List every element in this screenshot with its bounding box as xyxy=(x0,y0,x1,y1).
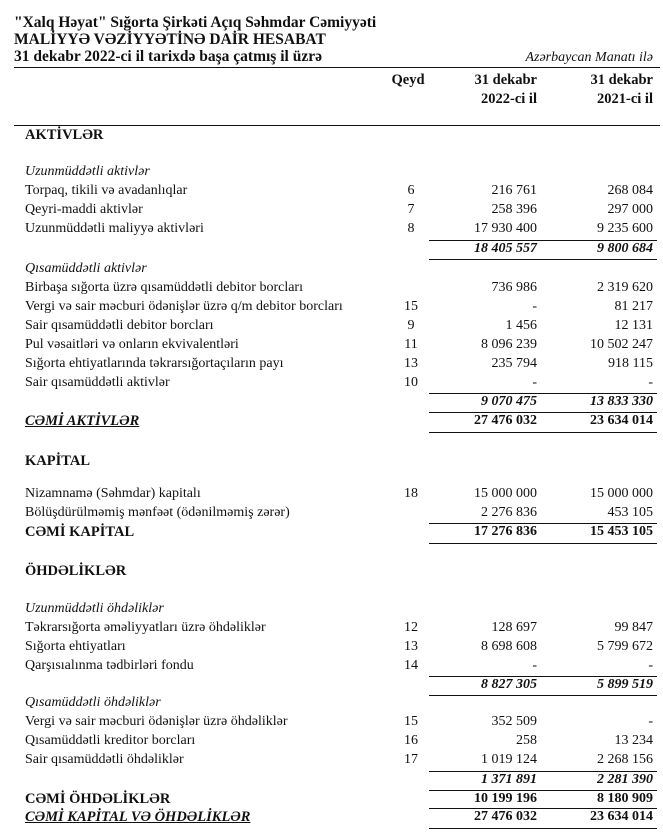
row-value-2022: 235 794 xyxy=(491,356,537,371)
row-label: Torpaq, tikili və avadanlıqlar xyxy=(25,183,188,198)
row-value-2022: 8 698 608 xyxy=(481,639,537,654)
row-note: 8 xyxy=(407,221,415,236)
row-value-2021: - xyxy=(648,375,653,390)
subtotal-rule xyxy=(429,695,657,696)
row-label: Vergi və sair məcburi ödənişlər üzrə q/m debitor borcları xyxy=(25,299,343,314)
row-value-2021: 453 105 xyxy=(607,505,653,520)
subsection-title-current-liabilities: Qısamüddətli öhdəliklər xyxy=(25,695,161,710)
total-assets-2022: 27 476 032 xyxy=(474,413,537,428)
total-liabilities-label: CƏMİ ÖHDƏLİKLƏR xyxy=(25,791,171,807)
row-value-2022: 216 761 xyxy=(491,183,537,198)
column-header-2022-line2: 2022-ci il xyxy=(481,91,537,107)
row-label: Nizamnamə (Səhmdar) kapitalı xyxy=(25,486,201,501)
total-equity-label: CƏMİ KAPİTAL xyxy=(25,524,135,540)
subsection-title-current-assets: Qısamüddətli aktivlər xyxy=(25,261,147,276)
subtotal-value-2021: 9 800 684 xyxy=(597,241,653,256)
column-header-note: Qeyd xyxy=(391,72,425,88)
row-value-2021: 5 799 672 xyxy=(597,639,653,654)
row-note: 12 xyxy=(404,620,418,635)
row-label: Təkrarsığorta əməliyyatları üzrə öhdəliklər xyxy=(25,620,266,635)
row-label: Sair qısamüddətli aktivlər xyxy=(25,375,170,390)
row-value-2021: 9 235 600 xyxy=(597,221,653,236)
company-name: "Xalq Həyat" Sığorta Şirkəti Açıq Səhmdar Cəmiyyəti xyxy=(14,14,377,31)
row-value-2021: 2 268 156 xyxy=(597,752,653,767)
row-value-2022: 1 456 xyxy=(505,318,537,333)
column-header-2022-line1: 31 dekabr xyxy=(474,72,537,88)
row-value-2021: 99 847 xyxy=(614,620,653,635)
row-value-2021: 13 234 xyxy=(614,733,653,748)
grand-total-label: CƏMİ KAPİTAL VƏ ÖHDƏLİKLƏR xyxy=(25,809,251,825)
total-equity-2021: 15 453 105 xyxy=(590,524,653,539)
row-value-2022: 1 019 124 xyxy=(481,752,537,767)
row-value-2022: - xyxy=(532,375,537,390)
row-note: 6 xyxy=(407,183,415,198)
row-value-2022: 8 096 239 xyxy=(481,337,537,352)
section-title-assets: AKTİVLƏR xyxy=(25,127,104,143)
row-label: Uzunmüddətli maliyyə aktivləri xyxy=(25,221,204,236)
column-header-2021-line2: 2021-ci il xyxy=(597,91,653,107)
grand-total-rule xyxy=(429,828,657,829)
row-note: 14 xyxy=(404,658,418,673)
row-note: 17 xyxy=(404,752,418,767)
subsection-title-noncurrent-assets: Uzunmüddətli aktivlər xyxy=(25,164,150,179)
row-note: 9 xyxy=(407,318,415,333)
row-label: Sair qısamüddətli öhdəliklər xyxy=(25,752,184,767)
row-label: Qeyri-maddi aktivlər xyxy=(25,202,143,217)
row-label: Bölüşdürülməmiş mənfəət (ödənilməmiş zərər) xyxy=(25,505,290,520)
section-title-liabilities: ÖHDƏLİKLƏR xyxy=(25,563,127,579)
row-value-2021: 12 131 xyxy=(614,318,653,333)
subtotal-value-2021: 2 281 390 xyxy=(597,772,653,787)
row-note: 11 xyxy=(404,337,418,352)
total-assets-label: CƏMİ AKTİVLƏR xyxy=(25,413,140,429)
currency-note: Azərbaycan Manatı ilə xyxy=(525,50,653,65)
section-title-equity: KAPİTAL xyxy=(25,453,90,469)
total-rule xyxy=(429,432,657,433)
subtotal-value-2022: 8 827 305 xyxy=(481,677,537,692)
row-value-2022: 15 000 000 xyxy=(474,486,537,501)
row-value-2022: - xyxy=(532,299,537,314)
row-value-2021: 10 502 247 xyxy=(590,337,653,352)
row-label: Qarşısıalınma tədbirləri fondu xyxy=(25,658,194,673)
report-period: 31 dekabr 2022-ci il tarixdə başa çatmış il üzrə xyxy=(14,48,322,65)
total-rule xyxy=(429,543,657,544)
row-note: 16 xyxy=(404,733,418,748)
subtotal-rule xyxy=(429,259,657,260)
row-value-2021: 918 115 xyxy=(608,356,653,371)
row-note: 10 xyxy=(404,375,418,390)
subtotal-value-2022: 9 070 475 xyxy=(481,394,537,409)
row-label: Sığorta ehtiyatlarında təkrarsığortaçıların payı xyxy=(25,356,284,371)
row-note: 13 xyxy=(404,356,418,371)
total-liabilities-2021: 8 180 909 xyxy=(597,791,653,806)
total-liabilities-2022: 10 199 196 xyxy=(474,791,537,806)
row-label: Sığorta ehtiyatları xyxy=(25,639,126,654)
row-value-2021: - xyxy=(648,658,653,673)
subsection-title-noncurrent-liabilities: Uzunmüddətli öhdəliklər xyxy=(25,601,164,616)
row-label: Pul vəsaitləri və onların ekvivalentləri xyxy=(25,337,239,352)
row-value-2022: 352 509 xyxy=(491,714,537,729)
grand-total-2021: 23 634 014 xyxy=(590,809,653,824)
row-note: 15 xyxy=(404,714,418,729)
row-note: 13 xyxy=(404,639,418,654)
row-value-2021: 268 084 xyxy=(607,183,653,198)
row-value-2021: - xyxy=(648,714,653,729)
row-label: Sair qısamüddətli debitor borcları xyxy=(25,318,214,333)
grand-total-2022: 27 476 032 xyxy=(474,809,537,824)
subtotal-value-2021: 5 899 519 xyxy=(597,677,653,692)
row-label: Vergi və sair məcburi ödənişlər üzrə öhdəliklər xyxy=(25,714,288,729)
header-divider xyxy=(14,67,660,68)
row-label: Qısamüddətli kreditor borcları xyxy=(25,733,196,748)
subtotal-value-2022: 18 405 557 xyxy=(474,241,537,256)
row-value-2022: 128 697 xyxy=(491,620,537,635)
row-value-2022: 17 930 400 xyxy=(474,221,537,236)
subtotal-value-2022: 1 371 891 xyxy=(481,772,537,787)
row-note: 18 xyxy=(404,486,418,501)
row-value-2022: 258 xyxy=(516,733,537,748)
row-value-2021: 297 000 xyxy=(607,202,653,217)
report-title: MALİYYƏ VƏZİYYƏTİNƏ DAİR HESABAT xyxy=(14,31,326,48)
row-value-2021: 2 319 620 xyxy=(597,280,653,295)
column-header-divider xyxy=(14,125,660,126)
row-value-2021: 81 217 xyxy=(614,299,653,314)
subtotal-value-2021: 13 833 330 xyxy=(590,394,653,409)
total-equity-2022: 17 276 836 xyxy=(474,524,537,539)
row-value-2022: 258 396 xyxy=(491,202,537,217)
column-header-2021-line1: 31 dekabr xyxy=(590,72,653,88)
row-value-2021: 15 000 000 xyxy=(590,486,653,501)
row-value-2022: - xyxy=(532,658,537,673)
row-value-2022: 736 986 xyxy=(491,280,537,295)
row-note: 7 xyxy=(407,202,415,217)
row-value-2022: 2 276 836 xyxy=(481,505,537,520)
row-label: Birbaşa sığorta üzrə qısamüddətli debitor borcları xyxy=(25,280,303,295)
total-assets-2021: 23 634 014 xyxy=(590,413,653,428)
row-note: 15 xyxy=(404,299,418,314)
